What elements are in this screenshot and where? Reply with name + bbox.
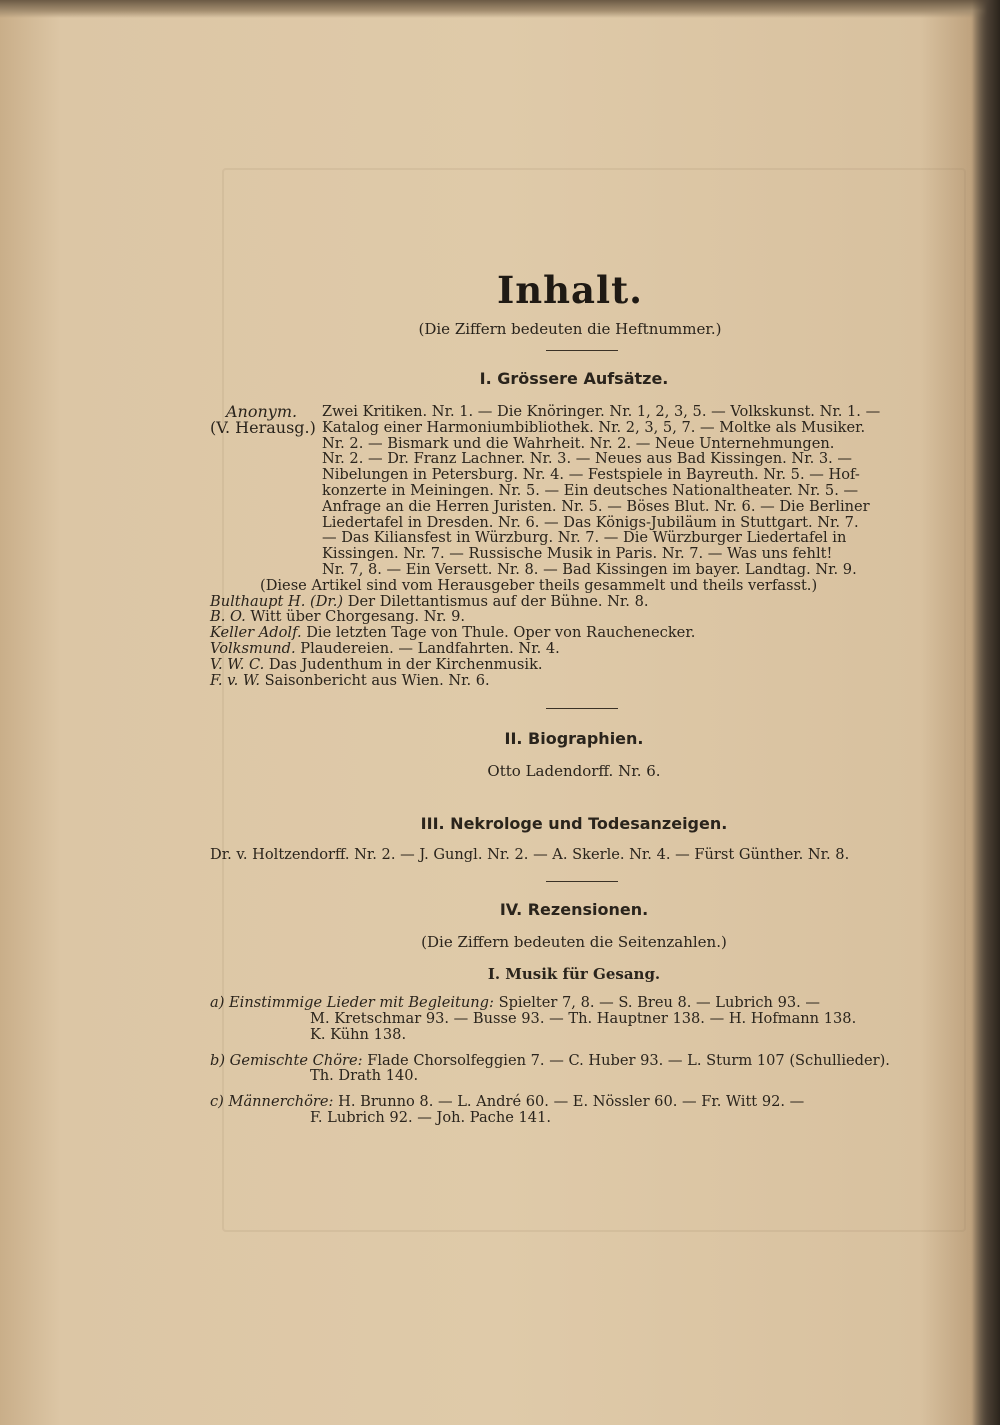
table-of-contents <box>210 268 922 1126</box>
author-entry <box>210 641 922 657</box>
author-name: V. W. C. <box>210 655 265 673</box>
author-entry <box>210 657 922 673</box>
divider <box>546 708 618 709</box>
page-title: Inhalt. <box>496 268 644 312</box>
book-edge-top <box>0 0 1000 18</box>
anonymous-article-list <box>322 404 922 578</box>
author-entry <box>210 625 922 641</box>
entry-text: Der Dilettantismus auf der Bühne. Nr. 8. <box>343 592 649 610</box>
label-anonym: Anonym. <box>226 402 298 421</box>
author-entry <box>210 594 922 610</box>
article-line: Zwei Kritiken. Nr. 1. — Die Knöringer. Nr. 1, 2, 3, 5. — Volkskunst. Nr. 1. — <box>322 403 881 420</box>
author-entry <box>210 673 922 689</box>
review-item <box>210 1094 922 1126</box>
biography-entry: Otto Ladendorff. Nr. 6. <box>487 762 661 781</box>
entry-text: Das Judenthum in der Kirchenmusik. <box>264 655 543 673</box>
review-category: b) Gemischte Chöre: <box>210 1051 363 1069</box>
editor-note: (Diese Artikel sind vom Herausgeber theils gesammelt und theils verfasst.) <box>260 576 818 594</box>
book-edge-right <box>972 0 1000 1425</box>
anonymous-labels <box>210 404 322 578</box>
entry-text: Die letzten Tage von Thule. Oper von Rauchenecker. <box>301 624 696 642</box>
review-text: Th. Drath 140. <box>310 1067 419 1085</box>
entry-text: Plaudereien. — Landfahrten. Nr. 4. <box>295 639 560 657</box>
article-line: Kissingen. Nr. 7. — Russische Musik in Paris. Nr. 7. — Was uns fehlt! <box>322 545 833 563</box>
divider <box>546 350 618 351</box>
review-category: c) Männerchöre: <box>210 1093 334 1111</box>
author-name: Keller Adolf. <box>210 624 302 642</box>
article-line: Nr. 2. — Dr. Franz Lachner. Nr. 3. — Neues aus Bad Kissingen. Nr. 3. — <box>322 450 853 468</box>
review-text: F. Lubrich 92. — Joh. Pache 141. <box>310 1108 552 1126</box>
entry-text: Witt über Chorgesang. Nr. 9. <box>245 608 466 626</box>
article-line: Nr. 2. — Bismark und die Wahrheit. Nr. 2. — Neue Unternehmungen. <box>322 434 835 452</box>
review-subheading: I. Musik für Gesang. <box>487 965 661 984</box>
review-item <box>210 995 922 1042</box>
section-heading-4: IV. Rezensionen. <box>499 900 649 920</box>
review-subtitle: (Die Ziffern bedeuten die Seitenzahlen.) <box>421 933 727 952</box>
review-item <box>210 1053 922 1085</box>
author-name: Volksmund. <box>210 639 296 657</box>
section-heading-3: III. Nekrologe und Todesanzeigen. <box>420 814 728 834</box>
label-herausgeber: (V. Herausg.) <box>210 417 316 437</box>
entry-text: Saisonbericht aus Wien. Nr. 6. <box>260 671 490 689</box>
review-text: Flade Chorsolfeggien 7. — C. Huber 93. — L. Sturm 107 (Schullieder). <box>362 1051 890 1069</box>
article-line: Nibelungen in Petersburg. Nr. 4. — Festspiele in Bayreuth. Nr. 5. — Hof- <box>322 466 860 484</box>
review-text: Spielter 7, 8. — S. Breu 8. — Lubrich 93. — <box>493 994 821 1012</box>
review-text: M. Kretschmar 93. — Busse 93. — Th. Hauptner 138. — H. Hofmann 138. <box>310 1009 857 1027</box>
section-heading-2: II. Biographien. <box>504 729 644 749</box>
article-line: — Das Kiliansfest in Würzburg. Nr. 7. — Die Würzburger Liedertafel in <box>322 529 847 547</box>
author-name: B. O. <box>210 608 246 626</box>
review-category: a) Einstimmige Lieder mit Begleitung: <box>210 994 494 1012</box>
anonymous-articles <box>210 404 922 578</box>
divider <box>546 881 618 882</box>
article-line: Katalog einer Harmoniumbibliothek. Nr. 2, 3, 5, 7. — Moltke als Musiker. <box>322 418 866 436</box>
article-line: Anfrage an die Herren Juristen. Nr. 5. — Böses Blut. Nr. 6. — Die Berliner <box>322 497 870 515</box>
article-line: Nr. 7, 8. — Ein Versett. Nr. 8. — Bad Kissingen im bayer. Landtag. Nr. 9. <box>322 560 857 578</box>
obituary-list: Dr. v. Holtzendorff. Nr. 2. — J. Gungl. Nr. 2. — A. Skerle. Nr. 4. — Fürst Günther. Nr. 8. <box>210 846 850 864</box>
review-text: K. Kühn 138. <box>310 1025 407 1043</box>
author-entry <box>210 609 922 625</box>
review-text: H. Brunno 8. — L. André 60. — E. Nössler 60. — Fr. Witt 92. — <box>333 1093 805 1111</box>
section-heading-1: I. Grössere Aufsätze. <box>479 369 669 388</box>
page-subtitle: (Die Ziffern bedeuten die Heftnummer.) <box>418 320 722 338</box>
author-name: F. v. W. <box>210 671 261 689</box>
article-line: konzerte in Meiningen. Nr. 5. — Ein deutsches Nationaltheater. Nr. 5. — <box>322 481 859 499</box>
author-name: Bulthaupt H. (Dr.) <box>210 592 344 610</box>
article-line: Liedertafel in Dresden. Nr. 6. — Das Königs-Jubiläum in Stuttgart. Nr. 7. <box>322 513 859 531</box>
